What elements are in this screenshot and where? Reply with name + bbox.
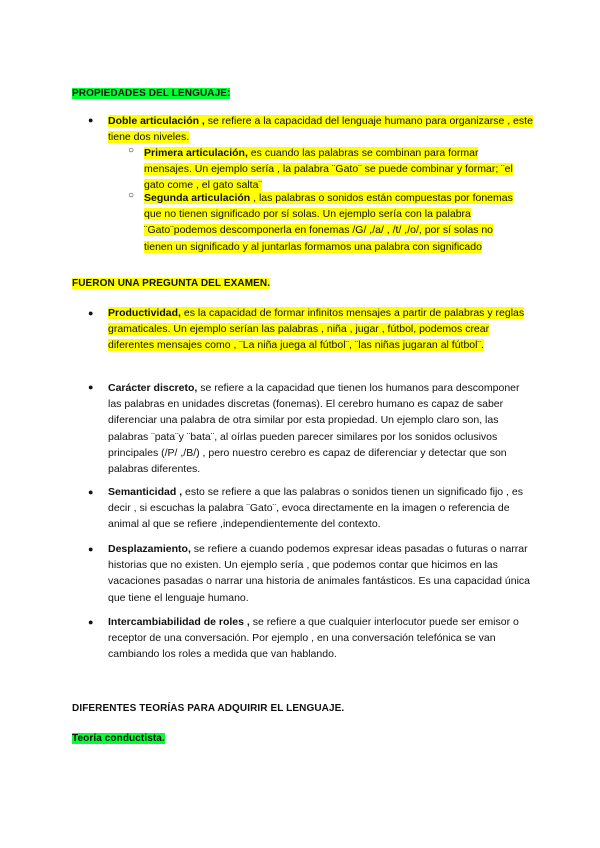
term-doble-articulacion: Doble articulación , [108,115,205,127]
bullet-icon: ● [88,308,94,318]
bullet-icon: ● [88,544,94,554]
term-primera-articulacion: Primera articulación, [144,147,248,159]
term-intercambiabilidad: Intercambiabilidad de roles , [108,616,250,628]
item-intercambiabilidad: Intercambiabilidad de roles , se refiere a que cualquier interlocutor puede ser emisor o receptor de una conversación. Por ejemplo , en una conversación telefónica se van cambiando los roles a medida que van hablando. [108,616,519,661]
heading-teorias: DIFERENTES TEORÍAS PARA ADQUIRIR EL LENGUAJE. [72,703,345,714]
circle-bullet-icon: ○ [128,190,135,201]
term-productividad: Productividad, [108,307,181,319]
item-doble-articulacion: Doble articulación , se refiere a la capacidad del lenguaje humano para organizarse , este tiene dos niveles. [108,115,533,144]
bullet-icon: ● [88,115,94,125]
heading-propiedades: PROPIEDADES DEL LENGUAJE: [72,88,231,99]
term-caracter-discreto: Carácter discreto, [108,382,198,394]
bullet-icon: ● [88,617,94,627]
term-desplazamiento: Desplazamiento, [108,543,191,555]
term-segunda-articulacion: Segunda articulación [144,192,251,204]
item-semanticidad: Semanticidad , esto se refiere a que las palabras o sonidos tienen un significado fijo , es decir , si escuchas la palabra ¨Gato¨, evoca directamente en la imagen o referencia de animal al que se refiere ,independientemente del contexto. [108,486,523,531]
term-semanticidad: Semanticidad , [108,486,183,498]
heading-pregunta-examen: FUERON UNA PREGUNTA DEL EXAMEN. [72,278,271,289]
item-primera-articulacion: Primera articulación, es cuando las palabras se combinan para formar mensajes. Un ejemplo sería , la palabra ¨Gato¨ se puede combinar y formar; ¨el gato come , el gato salta¨ [144,147,513,192]
item-desplazamiento: Desplazamiento, se refiere a cuando podemos expresar ideas pasadas o futuras o narrar historias que no existen. Un ejemplo sería , que podemos contar que hicimos en las vacaciones pasadas o narrar una historia de animales fantásticos. Es una capacidad única que tiene el lenguaje humano. [108,543,531,604]
item-caracter-discreto: Carácter discreto, se refiere a la capacidad que tienen los humanos para descomponer las palabras en unidades discretas (fonemas). El cerebro humano es capaz de saber diferenciar una palabra de otra similar por esta propiedad. Un ejemplo claro son, las palabras ¨pata¨y ¨bata¨, al oírlas pueden parecer similares por los sonidos oclusivos principales (/P/ ,/B/) , pero nuestro cerebro es capaz de diferenciar y detectar que son palabras diferentes. [108,382,520,476]
item-productividad: Productividad, es la capacidad de formar infinitos mensajes a partir de palabras y reglas gramaticales. Un ejemplo serían las palabras , niña , jugar , fútbol, podemos crear diferentes mensajes como , ¨La niña juega al fútbol¨, ¨las niñas jugaran al fútbol¨. [108,307,525,352]
item-segunda-articulacion: Segunda articulación , las palabras o sonidos están compuestas por fonemas que no tienen significado por sí solas. Un ejemplo sería con la palabra ¨Gato¨podemos descomponerla en fonemas /G/ ,/a/ , /t/ ,/o/, por sí solas no tienen un significado y al juntarlas formamos una palabra con significado [144,192,513,253]
heading-teoria-conductista: Teoría conductista. [72,733,165,744]
circle-bullet-icon: ○ [128,145,135,156]
bullet-icon: ● [88,487,94,497]
bullet-icon: ● [88,382,94,392]
